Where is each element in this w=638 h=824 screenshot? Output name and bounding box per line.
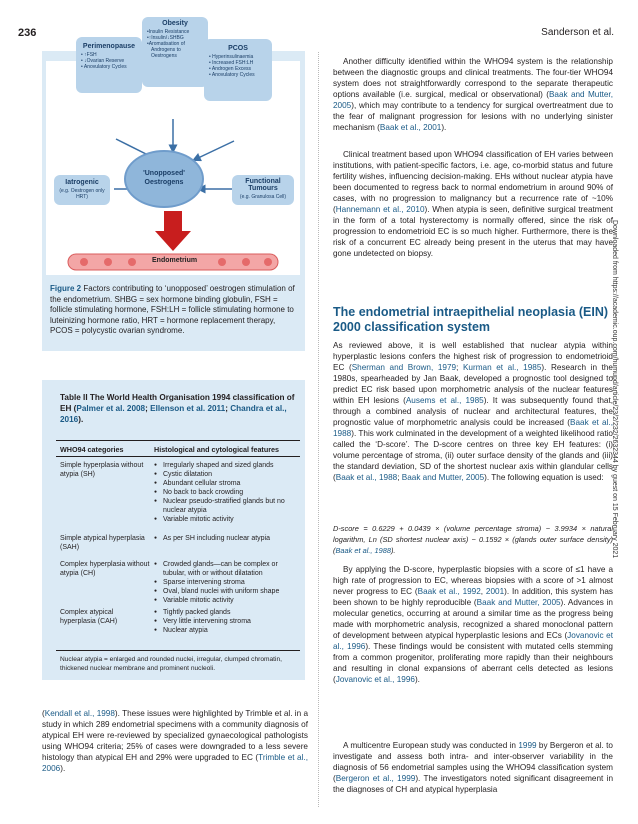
- endometrium-cell: [242, 258, 250, 266]
- paragraph-text: D-score = 0.6229 + 0.0439 × (volume percentage stroma) − 3.9934 × natural logarithm, Ln (SD shortest nuclear axis) − 0.1592 × (glands outer surface density) (: [333, 524, 613, 555]
- left-body-paragraph: [42, 708, 308, 774]
- paragraph-text: ). It was subsequently found that, through a combined analysis of nuclear and architectural features, the prognostic value of morphometric analysis could be increased (: [333, 396, 614, 427]
- citation-link[interactable]: Kurman et al., 1985: [462, 363, 542, 372]
- paragraph-text: ). The investigators noted significant disagreement in the diagnoses of CH and atypical hyperplasia: [333, 774, 613, 794]
- paragraph-text: Another difficulty identified within the WHO94 system is the relationship between the diagnostic groups and clinical treatments. The four-tier WHO94 system does not straightforwardly correspond to the separate therapeutic options available (i.e. surgical, medical or observational) (: [333, 57, 613, 99]
- citation-link[interactable]: Sherman and Brown, 1979: [351, 363, 457, 372]
- table-row-features: ● Irregularly shaped and sized glands ● Cystic dilatation ● Abundant cellular stroma ● No back to back crowding ● Nuclear pseudo-stratified glands but no nuclear atypia ● Variable mitotic activity: [154, 461, 302, 524]
- body-paragraph-4: [333, 564, 613, 685]
- citation-link[interactable]: Baak and Mutter, 2005: [401, 473, 485, 482]
- paragraph-text: A multicentre European study was conducted in: [343, 741, 519, 750]
- endometrium-cell: [264, 258, 272, 266]
- table-title: Table II The World Health Organisation 1994 classification of EH (Palmer et al. 2008; Ellenson et al. 2011; Chandra et al., 2016).: [60, 393, 295, 424]
- section-heading-ein: The endometrial intraepithelial neoplasia (EIN) 2000 classification system: [333, 305, 609, 334]
- table-footnote: Nuclear atypia = enlarged and rounded nuclei, irregular, clumped chromatin, thickened nuclear membrane and prominent nucleoli.: [60, 656, 282, 672]
- download-note: Downloaded from https://academic.oup.com/humupd/article/23/2/232/2632344 by guest on 15 February 2021: [611, 220, 618, 559]
- paragraph-text: ). In addition, this system has been shown to be highly reproducible (: [333, 587, 614, 607]
- endometrium-cell: [218, 258, 226, 266]
- d-score-equation: [333, 523, 613, 556]
- paragraph-text: ). When atypia is seen, definitive surgical treatment in the form of a total hysterectomy is normally offered, since the risk of progression to endometrioid EC is so much higher. Furthermore, there is the risk of a concurrent EC already being present in the uterus that may have gone undetected on biopsy.: [333, 205, 613, 258]
- paragraph-text: ).: [414, 675, 420, 684]
- body-paragraph-2: [333, 149, 613, 259]
- endometrium-label: Endometrium: [152, 257, 198, 264]
- arrow-to-endometrium: [155, 211, 191, 251]
- paragraph-text: ).: [60, 764, 66, 773]
- paragraph-text: by Bergeron et al. to investigate and assess both intra- and inter-observer variability in the diagnosis of 56 endometrial samples using the WHO94 classification system (: [333, 741, 613, 783]
- citation-link[interactable]: Ausems et al., 1985: [405, 396, 484, 405]
- paragraph-text: Clinical treatment based upon WHO94 classification of EH varies between institutions, with patient-specific factors, i.e. age, co-morbid status and future fertility wishes, influencing decision-making. EHs without nuclear atypia have been documented to regress back to normal endometrium in around 90% of cases, with no progression to malignancy but a recurrence rate of ~10% (: [333, 150, 613, 214]
- table-row-category: Complex hyperplasia without atypia (CH): [60, 561, 150, 577]
- citation-link[interactable]: Trimble et al., 2006: [42, 753, 308, 773]
- paragraph-text: ;: [456, 363, 463, 372]
- body-paragraph-1: [333, 56, 613, 133]
- figure-label: Figure 2: [50, 284, 82, 293]
- citation-link[interactable]: Jovanovic et al., 1996: [333, 631, 613, 651]
- paragraph-text: ). Advances in molecular genetics, occurring at around a similar time as the progress being made with morphometric analysis, recognized a shared monoclonal pattern of development between atypical hyperplastic lesions and ECs (: [333, 598, 613, 640]
- paragraph-text: ). These findings would be consistent with mutated cells stemming from a common progenitor, proliferating more rapidly than their neighbours and resulting in clonal expansions of aberrant cells detected as lesions (: [333, 642, 613, 684]
- citation-link[interactable]: Baak and Mutter, 2005: [476, 598, 561, 607]
- running-head: Sanderson et al.: [541, 27, 614, 38]
- endometrium-cell: [104, 258, 112, 266]
- unopposed-oestrogens-node: 'Unopposed' Oestrogens: [124, 150, 204, 208]
- table-panel: [42, 380, 305, 680]
- table-ref-link[interactable]: Ellenson et al. 2011: [150, 404, 226, 413]
- citation-link[interactable]: Jovanovic et al., 1996: [335, 675, 415, 684]
- citation-link[interactable]: Baak et al., 2001: [379, 123, 442, 132]
- paragraph-text: By applying the D-score, hyperplastic biopsies with a score of ≤1 have a high rate of progression to EC, whereas biopsies with a score of >1 almost never progress to EC (: [333, 565, 613, 596]
- paragraph-text: ).: [390, 546, 396, 555]
- paragraph-text: ;: [397, 473, 402, 482]
- citation-link[interactable]: Bergeron et al., 1999: [335, 774, 416, 783]
- table-header-rule: [56, 456, 300, 457]
- factor-functional-tumours: Functional Tumours (e.g. Granulosa Cell): [232, 175, 294, 205]
- factor-pcos: PCOS • Hyperinsulinaemia • Increased FSH:LH • Androgen Excess • Anovulatory Cycles: [204, 39, 272, 101]
- endometrium-cell: [80, 258, 88, 266]
- citation-link[interactable]: Baak et al., 1988: [333, 418, 613, 438]
- table-row-features: ● As per SH including nuclear atypia: [154, 534, 302, 543]
- paragraph-text: ).: [441, 123, 447, 132]
- table-ref-link[interactable]: Chandra et al., 2016: [60, 404, 287, 424]
- citation-link[interactable]: Baak and Mutter, 2005: [333, 90, 613, 110]
- factor-iatrogenic: Iatrogenic (e.g. Oestrogen only HRT): [54, 175, 110, 205]
- table-row-category: Simple atypical hyperplasia (SAH): [60, 535, 145, 551]
- paragraph-text: As reviewed above, it is well established that nuclear atypia within hyperplastic lesions confers the highest risk of progression to endometrioid EC (: [333, 341, 613, 372]
- table-bottom-rule: [56, 650, 300, 651]
- table-row-category: Simple hyperplasia without atypia (SH): [60, 462, 144, 478]
- citation-link[interactable]: Baak et al., 1988: [335, 473, 398, 482]
- paragraph-text: ). This work culminated in the development of a weighted likelihood ratio called the ‘D-score’. The D-score centres on three key EH features: (i) volume percentage of stroma, (ii) outer surface density of the glands and (iii) the standard deviation, SD of the shortest nuclear axis within glandular cells (: [333, 429, 613, 482]
- endometrium-cell: [128, 258, 136, 266]
- paragraph-text: ). These issues were highlighted by Trimble et al. in a study in which 289 endometrial specimens with a community diagnosis of atypical EH were re-reviewed by specialized gynaecological pathologists using WHO94 criteria; 25% of cases were downgraded to a less severe histology than atypical EH and 29% were upgraded to EC (: [42, 709, 308, 762]
- body-paragraph-5: [333, 740, 613, 795]
- paragraph-text: ,: [480, 587, 486, 596]
- citation-link[interactable]: Baak et al., 1988: [335, 546, 391, 555]
- citation-link[interactable]: Hannemann et al., 2010: [335, 205, 425, 214]
- paragraph-text: ). Research in the 1980s, spearheaded by Jan Baak, developed a prognostic tool designed to predict EC risk based upon morphometric analysis of the nuclear features within EH lesions (: [333, 363, 613, 405]
- table-row-features: ● Tightly packed glands ● Very little intervening stroma ● Nuclear atypia: [154, 608, 302, 635]
- arrow-pcos: [196, 141, 234, 159]
- table-row-features: ● Crowded glands—can be complex or tubular, with or without dilatation ● Sparse intervening stroma ● Oval, bland nuclei with uniform shape ● Variable mitotic activity: [154, 560, 302, 605]
- citation-link[interactable]: 2001: [485, 587, 505, 596]
- citation-link[interactable]: 1999: [518, 741, 537, 750]
- factor-obesity: Obesity •Insulin Resistance •↑Insulin/↓SHBG •Aromatisation of Androgens to Oestrogens: [142, 17, 208, 87]
- citation-link[interactable]: Kendall et al., 1998: [44, 709, 115, 718]
- factor-perimenopause: Perimenopause • ↑FSH • ↓Ovarian Reserve • Anovulatory Cycles: [76, 37, 142, 93]
- figure-caption: [50, 284, 300, 337]
- table-top-rule: [56, 440, 300, 441]
- paragraph-text: (: [42, 709, 45, 718]
- body-paragraph-3: [333, 340, 613, 483]
- table-col1-header: WHO94 categories: [60, 445, 124, 454]
- table-ref-link[interactable]: Palmer et al. 2008: [76, 404, 146, 413]
- table-row-category: Complex atypical hyperplasia (CAH): [60, 609, 118, 625]
- figure-caption-text: Factors contributing to ‘unopposed’ oestrogen stimulation of the endometrium. SHBG = sex hormone binding globulin, FSH = follicle stimulating hormone, FSH:LH = follicle stimulating hormone to luteinizing hormone ratio, HRT = hormone replacement therapy, PCOS = polycystic ovarian syndrome.: [50, 284, 295, 336]
- column-divider: [318, 52, 319, 807]
- page-number: 236: [18, 27, 37, 39]
- paragraph-text: ), which may contribute to a tendency for surgical overtreatment due to the fear of malignant progression for lesions with no underlying sinister mechanism (: [333, 101, 613, 132]
- table-col2-header: Histological and cytological features: [154, 445, 280, 454]
- paragraph-text: ). The following equation is used:: [484, 473, 604, 482]
- citation-link[interactable]: Baak et al., 1992: [417, 587, 481, 596]
